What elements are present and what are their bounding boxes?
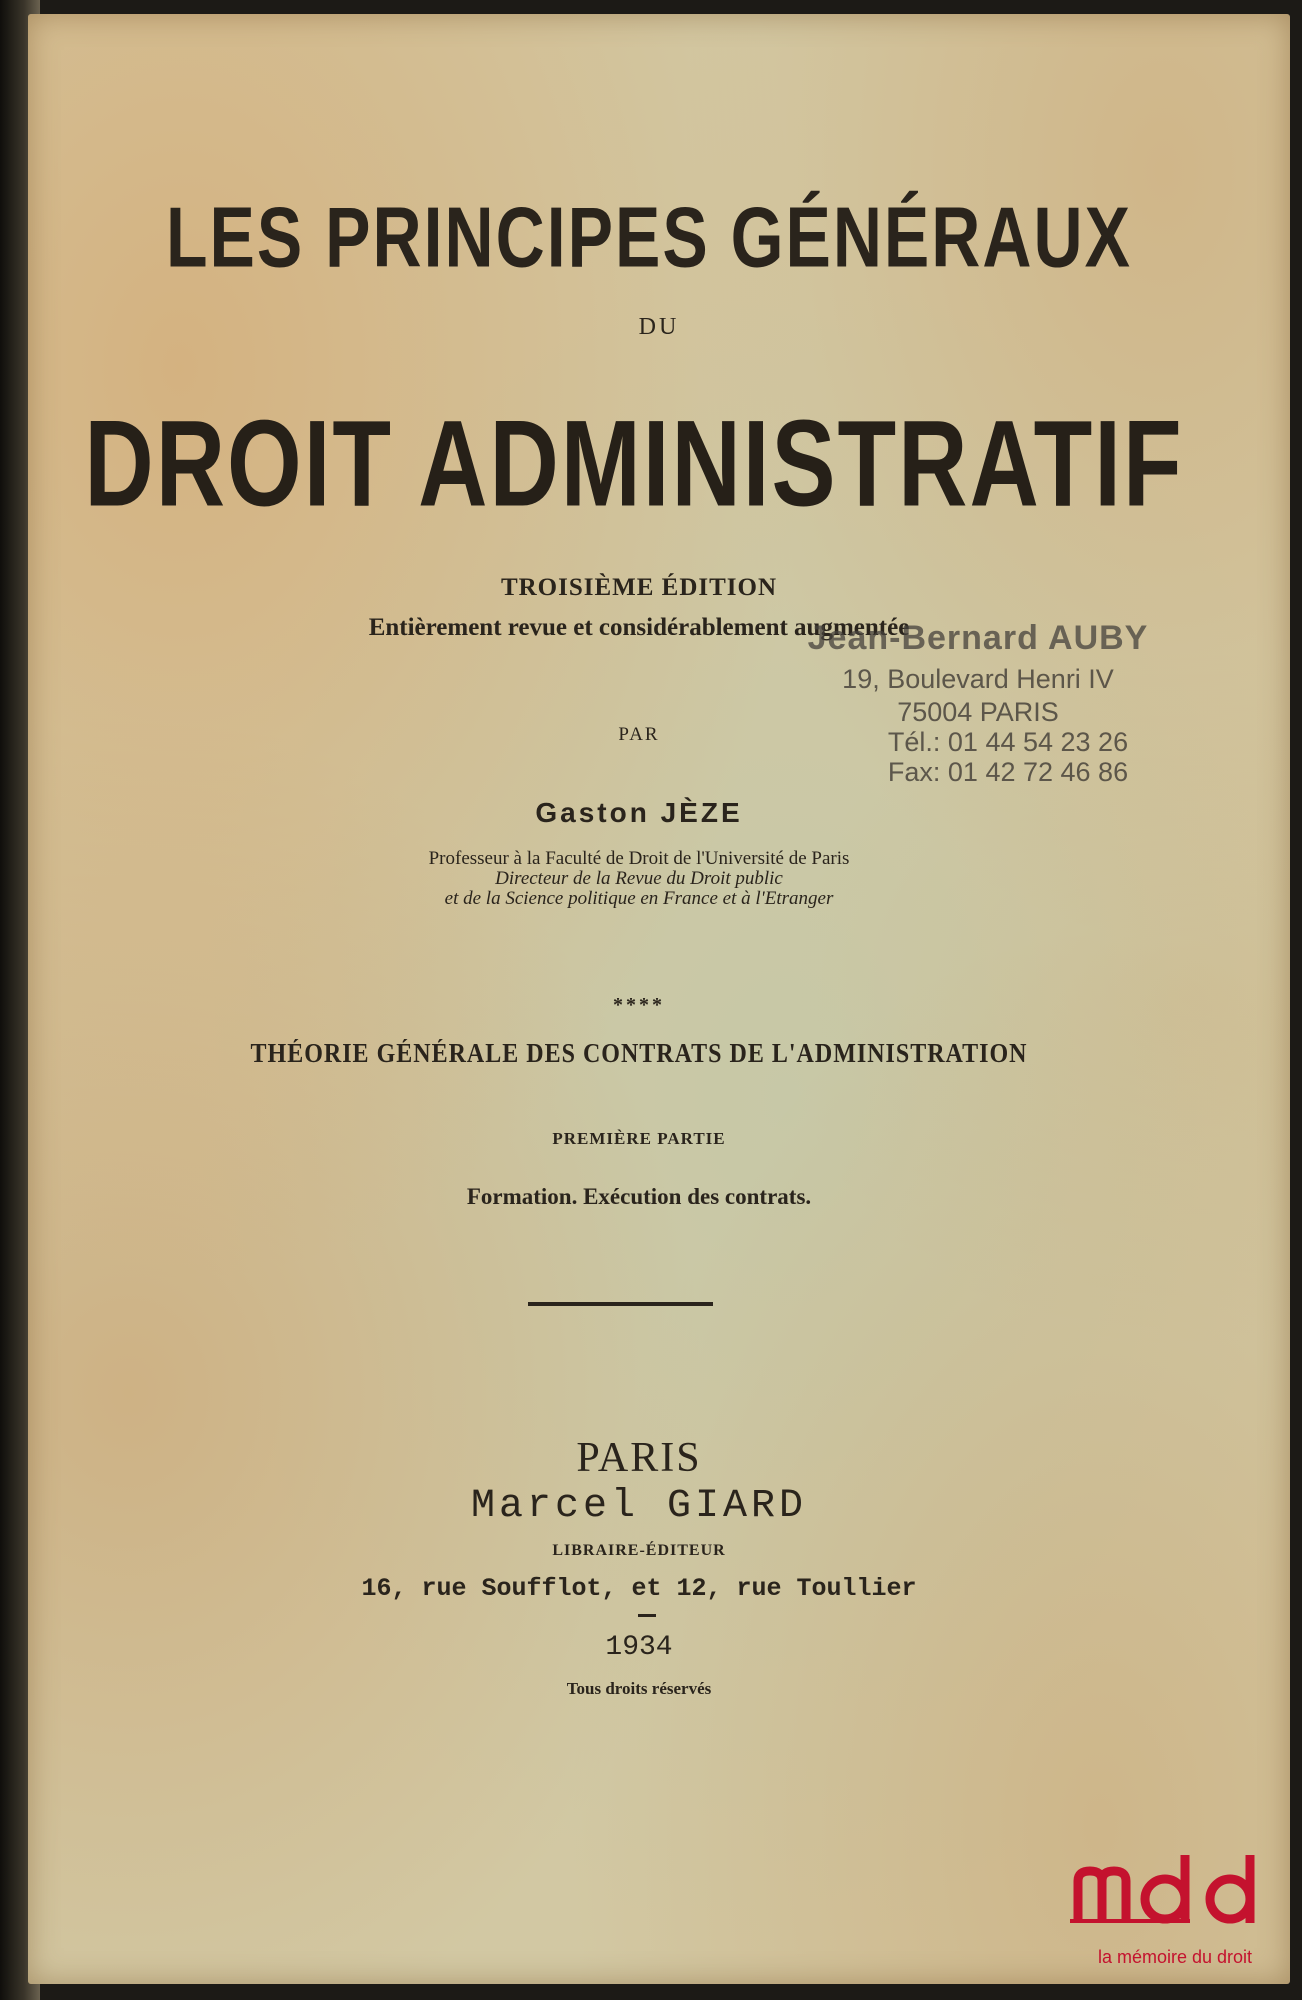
author-name: Gaston JÈZE: [535, 797, 743, 828]
part-subtitle: Formation. Exécution des contrats.: [466, 1184, 812, 1209]
owner-stamp: [758, 619, 1198, 789]
publication-year: 1934: [605, 1632, 673, 1663]
book-cover: [28, 14, 1290, 1984]
stamp-tel: Tél.: 01 44 54 23 26: [887, 727, 1129, 757]
publisher-role: LIBRAIRE-ÉDITEUR: [552, 1542, 726, 1559]
rights-notice: Tous droits réservés: [566, 1679, 712, 1698]
mdd-logo-caption: la mémoire du droit: [1097, 1947, 1253, 1967]
author-affiliation-3: et de la Science politique en France et à l'Etranger: [444, 888, 834, 909]
publisher-city: PARIS: [576, 1435, 702, 1481]
publisher-address: 16, rue Soufflot, et 12, rue Toullier: [361, 1574, 917, 1603]
stamp-street: 19, Boulevard Henri IV: [842, 664, 1114, 694]
author-affiliation-2: Directeur de la Revue du Droit public: [495, 868, 783, 889]
volume-stars: ****: [613, 994, 665, 1016]
stamp-city: 75004 PARIS: [897, 697, 1059, 727]
divider-rule: [528, 1302, 713, 1306]
by-label: PAR: [618, 724, 660, 745]
cover-title-line2: DROIT ADMINISTRATIF: [84, 395, 1184, 533]
publisher-name: Marcel GIARD: [470, 1484, 808, 1529]
mdd-logo-icon: [1070, 1835, 1280, 1925]
stamp-fax: Fax: 01 42 72 46 86: [887, 757, 1129, 787]
cover-title-line1: LES PRINCIPES GÉNÉRAUX: [166, 190, 1132, 286]
theory-title: THÉORIE GÉNÉRALE DES CONTRATS DE L'ADMINISTRATION: [250, 1039, 1028, 1069]
edition-note: Entièrement revue et considérablement augmentée: [368, 614, 910, 641]
stamp-name: Jean-Bernard AUBY: [807, 619, 1149, 657]
part-label: PREMIÈRE PARTIE: [552, 1129, 726, 1148]
author-affiliation-1: Professeur à la Faculté de Droit de l'Université de Paris: [428, 848, 850, 869]
cover-title-du: DU: [638, 314, 680, 340]
edition-label: TROISIÈME ÉDITION: [500, 574, 778, 601]
year-dash: [638, 1614, 656, 1617]
mdd-watermark-logo: [1070, 1835, 1280, 1970]
